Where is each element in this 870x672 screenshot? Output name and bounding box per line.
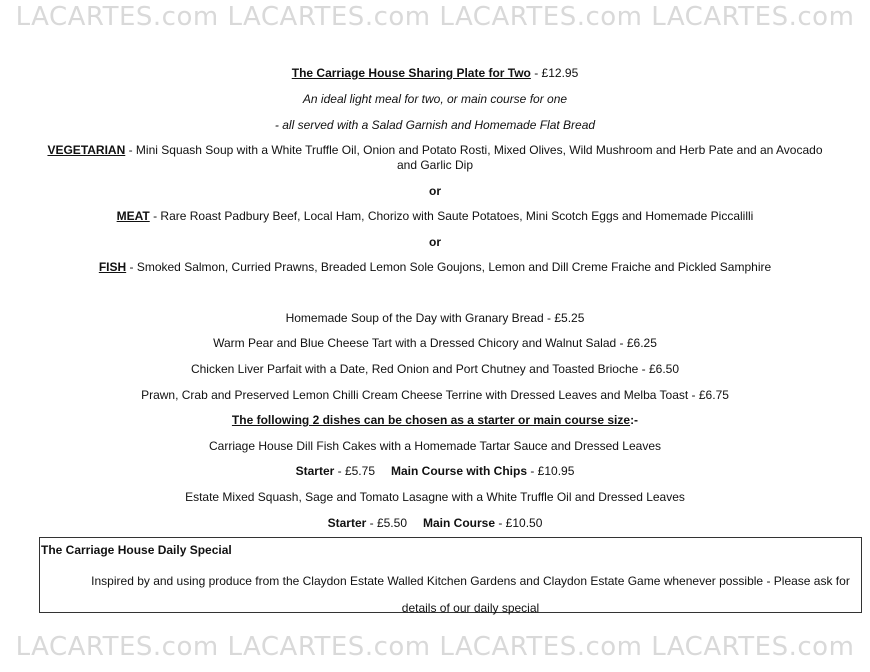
lasagne-starter-label: Starter	[327, 516, 367, 530]
or-divider-1: or	[429, 184, 441, 198]
dual-size-heading-text: The following 2 dishes can be chosen as a starter or main course size	[231, 413, 631, 427]
meat-description: - Rare Roast Padbury Beef, Local Ham, Chorizo with Saute Potatoes, Mini Scotch Eggs and Homemade Piccalilli	[149, 209, 754, 223]
lasagne-dish: Estate Mixed Squash, Sage and Tomato Lasagne with a White Truffle Oil and Dressed Leaves	[185, 490, 685, 504]
fish-cakes-main-label: Main Course with Chips	[391, 464, 528, 478]
sharing-plate-heading	[36, 66, 834, 81]
or-divider-2: or	[429, 235, 441, 249]
dual-size-heading-suffix: :-	[630, 413, 639, 427]
sharing-plate-subtitle-1: An ideal light meal for two, or main course for one	[302, 92, 568, 106]
starter-item: Homemade Soup of the Day with Granary Bread - £5.25	[285, 311, 585, 325]
fish-cakes-prices	[36, 464, 834, 479]
sharing-plate-title: The Carriage House Sharing Plate for Two	[291, 66, 531, 80]
daily-special-text: Inspired by and using produce from the Claydon Estate Walled Kitchen Gardens and Claydon Estate Game whenever possible - Please ask for details of our daily special	[91, 574, 850, 615]
lasagne-main-price: - £10.50	[495, 516, 543, 530]
sharing-plate-subtitle-2: - all served with a Salad Garnish and Homemade Flat Bread	[274, 118, 596, 132]
vegetarian-option	[36, 143, 834, 173]
vegetarian-description: - Mini Squash Soup with a White Truffle Oil, Onion and Potato Rosti, Mixed Olives, Wild Mushroom and Herb Pate and an Avocado and Garlic Dip	[125, 143, 823, 172]
vegetarian-label: VEGETARIAN	[47, 143, 126, 157]
fish-option	[36, 260, 834, 275]
watermark-top: LACARTES.com LACARTES.com LACARTES.com LACARTES.com	[15, 2, 855, 32]
fish-cakes-dish: Carriage House Dill Fish Cakes with a Homemade Tartar Sauce and Dressed Leaves	[209, 439, 661, 453]
sharing-plate-price: - £12.95	[530, 66, 579, 80]
starter-item: Prawn, Crab and Preserved Lemon Chilli Cream Cheese Terrine with Dressed Leaves and Melba Toast - £6.75	[141, 388, 729, 402]
meat-label: MEAT	[116, 209, 150, 223]
daily-special-title: The Carriage House Daily Special	[41, 543, 232, 557]
meat-option	[36, 209, 834, 224]
watermark-bottom: LACARTES.com LACARTES.com LACARTES.com LACARTES.com	[15, 632, 855, 662]
fish-cakes-starter-label: Starter	[295, 464, 335, 478]
starter-item: Chicken Liver Parfait with a Date, Red Onion and Port Chutney and Toasted Brioche - £6.50	[190, 362, 680, 376]
starter-item: Warm Pear and Blue Cheese Tart with a Dressed Chicory and Walnut Salad - £6.25	[213, 336, 657, 350]
lasagne-prices	[36, 516, 834, 531]
fish-label: FISH	[98, 260, 127, 274]
daily-special-box	[39, 537, 862, 613]
fish-description: - Smoked Salmon, Curried Prawns, Breaded Lemon Sole Goujons, Lemon and Dill Creme Fraiche and Pickled Samphire	[126, 260, 772, 274]
fish-cakes-starter-price: - £5.75	[334, 464, 375, 478]
lasagne-main-label: Main Course	[423, 516, 496, 530]
dual-size-heading	[36, 413, 834, 428]
lasagne-starter-price: - £5.50	[366, 516, 407, 530]
fish-cakes-main-price: - £10.95	[527, 464, 575, 478]
